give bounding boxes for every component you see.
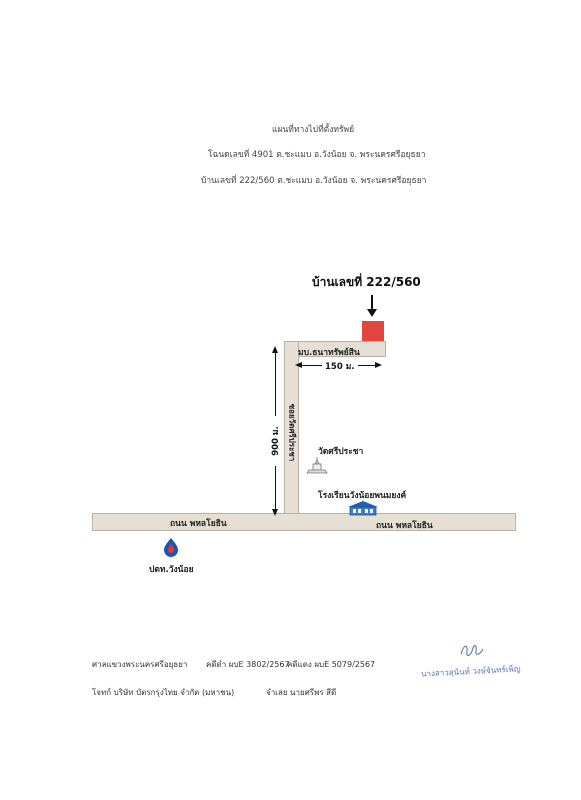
school-label: โรงเรียนวังน้อยพนมยงค์	[318, 491, 407, 501]
temple-label: วัดศรีประชา	[318, 447, 364, 457]
map-title: แผนที่ทางไปที่ตั้งทรัพย์	[272, 125, 355, 135]
distance-horizontal-right-arrow	[375, 362, 382, 368]
distance-vertical-label: 900 ม.	[268, 416, 282, 466]
defendant-name: จำเลย นายศรีพร สีดี	[266, 688, 337, 697]
road-label-left: ถนน พหลโยธิน	[170, 519, 227, 529]
gas-station-label: ปตท.วังน้อย	[149, 565, 194, 575]
road-label-right: ถนน พหลโยธิน	[376, 521, 433, 531]
phahonyothin-road	[92, 513, 516, 531]
distance-vertical-bottom-arrow	[272, 509, 278, 516]
signer-name: นางสาวสุนันท์ วงษ์จันทร์เพ็ญ	[420, 664, 521, 679]
house-line: บ้านเลขที่ 222/560 ต.ชะแมบ อ.วังน้อย จ. พระนครศรีอยุธยา	[201, 176, 427, 186]
signature-mark	[458, 640, 486, 662]
soi-label: ซอยวัดศรีประชา	[287, 403, 297, 462]
black-case-number: คดีดำ ผบE 3802/2567	[206, 660, 290, 669]
gas-station-icon	[163, 537, 179, 557]
property-pointer-arrowhead	[367, 309, 377, 317]
property-label: บ้านเลขที่ 222/560	[312, 275, 421, 289]
school-icon	[347, 500, 379, 516]
village-label: มบ.ธนาทรัพย์สิน	[298, 348, 360, 358]
deed-line: โฉนดเลขที่ 4901 ต.ชะแมบ อ.วังน้อย จ. พระนครศรีอยุธยา	[208, 150, 426, 160]
court-name: ศาลแขวงพระนครศรีอยุธยา	[92, 660, 188, 669]
temple-icon	[306, 456, 328, 474]
red-case-number: คดีแดง ผบE 5079/2567	[287, 660, 376, 669]
distance-vertical-top-arrow	[272, 346, 278, 353]
plaintiff-name: โจทก์ บริษัท บัตรกรุงไทย จำกัด (มหาชน)	[92, 688, 235, 697]
distance-horizontal-left-arrow	[295, 362, 302, 368]
distance-horizontal-label: 150 ม.	[322, 359, 358, 373]
